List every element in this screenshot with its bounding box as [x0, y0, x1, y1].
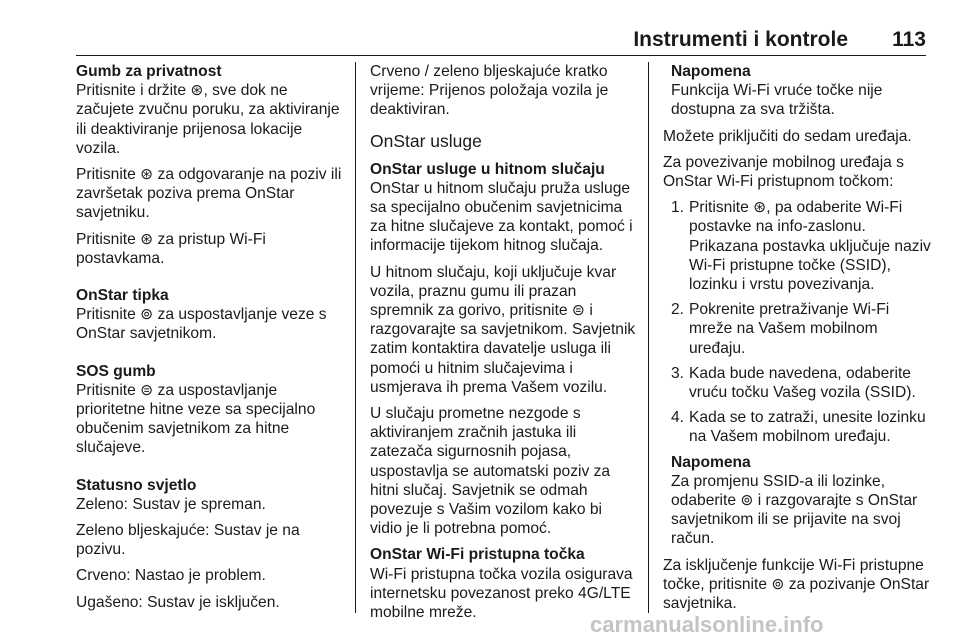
list-item: [663, 198, 931, 294]
list-number: 1.: [670, 199, 684, 217]
list-item: [663, 364, 931, 402]
status-light-heading: Statusno svjetlo: [76, 476, 197, 494]
column-right: [663, 62, 931, 620]
header-title: Instrumenti i kontrole: [633, 28, 848, 51]
page-header: [76, 28, 926, 50]
paragraph: Za isključenje funkcije Wi-Fi pristupne točke, pritisnite ⊚ za pozivanje OnStar savjetnika.: [663, 556, 930, 613]
list-item: [663, 300, 931, 358]
column-left: [76, 62, 344, 619]
paragraph: Možete priključiti do sedam uređaja.: [663, 127, 912, 145]
list-text: Pritisnite ⊛, pa odaberite Wi-Fi postavke na info-zaslonu. Prikazana postavka uključuje naziv Wi-Fi pristupne točke (SSID), lozinku i vrstu povezivanja.: [689, 199, 931, 294]
wifi-hotspot-heading: OnStar Wi-Fi pristupna točka: [370, 546, 585, 564]
note-text: Funkcija Wi-Fi vruće točke nije dostupna za sva tržišta.: [671, 82, 883, 119]
list-text: Kada se to zatraži, unesite lozinku na Vašem mobilnom uređaju.: [689, 409, 926, 446]
page-number: 113: [892, 28, 926, 51]
paragraph: Wi-Fi pristupna točka vozila osigurava internetsku povezanost preko 4G/LTE mobilne mreže.: [370, 565, 633, 622]
paragraph: U hitnom slučaju, koji uključuje kvar vozila, praznu gumu ili prazan spremnik za gorivo, pritisnite ⊜ i razgovarajte sa savjetnikom. Savjetnik zatim kontaktira davatelje usluga ili pomoći u hitnim slučajevima i usmjerava ih prema Vašem vozilu.: [370, 263, 636, 396]
note-box: [663, 453, 931, 549]
paragraph: Za povezivanje mobilnog uređaja s OnStar Wi-Fi pristupnom točkom:: [663, 153, 904, 191]
section-heading: OnStar usluge: [370, 130, 482, 151]
paragraph: Pritisnite ⊚ za uspostavljanje veze s OnStar savjetnikom.: [76, 306, 327, 343]
column-middle: [370, 62, 638, 629]
note-text: Za promjenu SSID-a ili lozinke, odaberite ⊚ i razgovarajte s OnStar savjetnikom ili se prijavite na svoj račun.: [671, 472, 918, 548]
list-item: [663, 408, 931, 446]
paragraph: OnStar u hitnom slučaju pruža usluge sa specijalno obučenim savjetnicima za hitne slučajeve za kontakt, pomoć i informacije tijekom hitnog slučaja.: [370, 179, 633, 255]
watermark: carmanualsonline.info: [590, 612, 824, 637]
note-heading: Napomena: [671, 63, 751, 80]
paragraph: Pritisnite ⊛ za pristup Wi-Fi postavkama.: [76, 230, 266, 267]
paragraph: Crveno: Nastao je problem.: [76, 567, 266, 585]
privacy-button-heading: Gumb za privatnost: [76, 63, 222, 80]
paragraph: Zeleno bljeskajuće: Sustav je na pozivu.: [76, 522, 300, 559]
paragraph: Pritisnite ⊜ za uspostavljanje prioritetne hitne veze sa specijalno obučenim savjetnikom za hitne slučajeve.: [76, 381, 316, 457]
list-text: Pokrenite pretraživanje Wi-Fi mreže na Vašem mobilnom uređaju.: [689, 301, 890, 357]
paragraph: Crveno / zeleno bljeskajuće kratko vrijeme: Prijenos položaja vozila je deaktiviran.: [370, 63, 609, 119]
list-number: 4.: [670, 409, 684, 427]
note-box: [663, 62, 931, 120]
note-heading: Napomena: [671, 453, 751, 471]
paragraph: Ugašeno: Sustav je isključen.: [76, 593, 280, 611]
list-number: 3.: [670, 364, 684, 382]
sos-button-heading: SOS gumb: [76, 362, 156, 380]
onstar-key-heading: OnStar tipka: [76, 287, 169, 305]
column-divider-1: [355, 62, 356, 613]
paragraph: Pritisnite ⊛ za odgovaranje na poziv ili završetak poziva prema OnStar savjetniku.: [76, 166, 342, 222]
paragraph: U slučaju prometne nezgode s aktiviranjem zračnih jastuka ili zatezača sigurnosnih pojasa, uspostavlja se automatski poziv za hitni slučaj. Savjetnik se odmah povezuje s Vašim vozilom kako bi vidio je li potrebna pomoć.: [370, 405, 611, 538]
header-rule: [76, 55, 926, 56]
column-divider-2: [648, 62, 649, 613]
emergency-services-heading: OnStar usluge u hitnom slučaju: [370, 160, 605, 178]
paragraph: Zeleno: Sustav je spreman.: [76, 495, 266, 513]
list-text: Kada bude navedena, odaberite vruću točku Vašeg vozila (SSID).: [689, 364, 916, 402]
list-number: 2.: [670, 301, 684, 319]
paragraph: Pritisnite i držite ⊛, sve dok ne začujete zvučnu poruku, za aktiviranje ili deaktiviranje prijenosa lokacije vozila.: [76, 82, 340, 157]
